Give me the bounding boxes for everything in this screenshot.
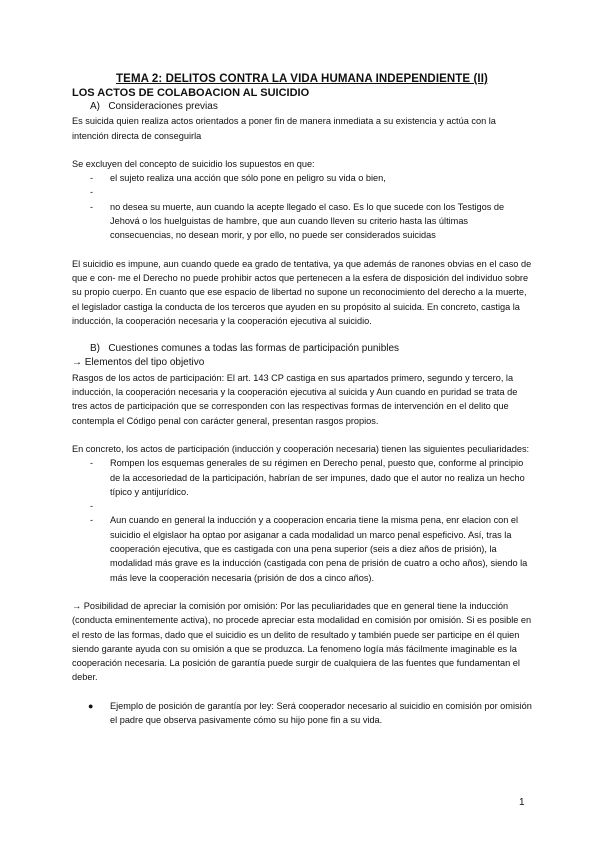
- list-spacer: [72, 185, 532, 199]
- example-text: Ejemplo de posición de garantía por ley: Será cooperador necesario al suicidio en comisión por omisión el padre que observa pasivamente cómo su hijo pone fin a su vida.: [110, 700, 532, 725]
- document-title: TEMA 2: DELITOS CONTRA LA VIDA HUMANA INDEPENDIENTE (II): [116, 73, 488, 85]
- paragraph-peculiaridades: En concreto, los actos de participación (inducción y cooperación necesaria) tienen las siguientes peculiaridades:: [72, 443, 530, 454]
- section-a-heading: A) Consideraciones previas: [90, 101, 218, 112]
- list-item: [72, 699, 532, 728]
- elementos-heading: → Elementos del tipo objetivo: [72, 357, 205, 369]
- example-list: [72, 699, 532, 728]
- list-item: - Aun cuando en general la inducción y a cooperacion encaria tiene la misma pena, enr elacion con el suicidio el elgislaor ha optao por asiganar a cada modalidad un marco penal espeficivo. Así, tras la cooperación ejecutiva, que es castigada con una pena superior (seis a diez años de prisión), la modalidad más grave es la inducción (castigada con pena de prisión de cuatro a ocho años), siendo la más leve la cooperación necesaria (prisión de dos a cinco años).: [72, 513, 532, 584]
- peculiaridades-list: [72, 456, 532, 585]
- paragraph-exclusions: Se excluyen del concepto de suicidio los supuestos en que:: [72, 158, 315, 169]
- bullet-icon: ●: [88, 700, 94, 711]
- paragraph-omision: → Posibilidad de apreciar la comisión por omisión: Por las peculiaridades que en general tiene la inducción (conducta eminentemente activa), no procede apreciar esta modalidad en comisión por omisión. Si es posible en el resto de las formas, dado que el suicidio es un delito de resultado y también puede ser participe en él quien siendo garante ayuda con su omisión a que se produzca. La fenomeno logía más fácilmente imaginable es la cooperación necesaria. La posición de garantía puede surgir de cualquiera de las fuentes que fundamentan el deber.: [72, 600, 532, 683]
- paragraph-impunity: El suicidio es impune, aun cuando quede ea grado de tentativa, ya que además de ranones obvias en el caso de que e con- me el Derecho no puede prohibir actos que pertenecen a la esfera de disposición del individuo sobre su propio cuerpo. En cuanto que ese espacio de libertad no supone un reconocimiento del derecho a la muerte, el legislador castiga la conducta de los terceros que ayuden en su propósito al suicida. En concreto, castiga la inducción, la cooperación necesaria y la cooperación ejecutiva al suicidio.: [72, 258, 532, 326]
- list-spacer: [72, 499, 532, 513]
- section-subtitle: LOS ACTOS DE COLABOACION AL SUICIDIO: [72, 87, 310, 99]
- paragraph-rasgos: Rasgos de los actos de participación: El art. 143 CP castiga en sus apartados primero, segundo y tercero, la inducción, la cooperación necesaria y la cooperación ejecutiva al suicida y Aun cuando en puridad se trata de tres actos de participación que se corresponden con las respectivas formas de intervención en el delito que contempla el Código penal con carácter general, presentan rasgos propios.: [72, 372, 518, 426]
- paragraph-definition: Es suicida quien realiza actos orientados a poner fin de manera inmediata a su existencia y actúa con la intención directa de conseguirla: [72, 116, 496, 141]
- exclusions-list: [72, 171, 532, 242]
- section-b-heading: B) Cuestiones comunes a todas las formas de participación punibles: [90, 343, 400, 355]
- list-item: - no desea su muerte, aun cuando la acepte llegado el caso. Es lo que sucede con los Testigos de Jehová o los huelguistas de hambre, que aun cuando lleven su criterio hasta las últimas consecuencias, no desean morir, y por ello, no puede ser considerados suicidas: [72, 200, 532, 243]
- document-page: [72, 73, 532, 727]
- list-item: - el sujeto realiza una acción que sólo pone en peligro su vida o bien,: [72, 171, 532, 185]
- list-item: - Rompen los esquemas generales de su régimen en Derecho penal, puesto que, conforme al principio de la accesoriedad de la participación, habrían de ser impunes, dado que el autor no realiza un hecho típico y antijurídico.: [72, 456, 532, 499]
- page-number: 1: [519, 797, 525, 808]
